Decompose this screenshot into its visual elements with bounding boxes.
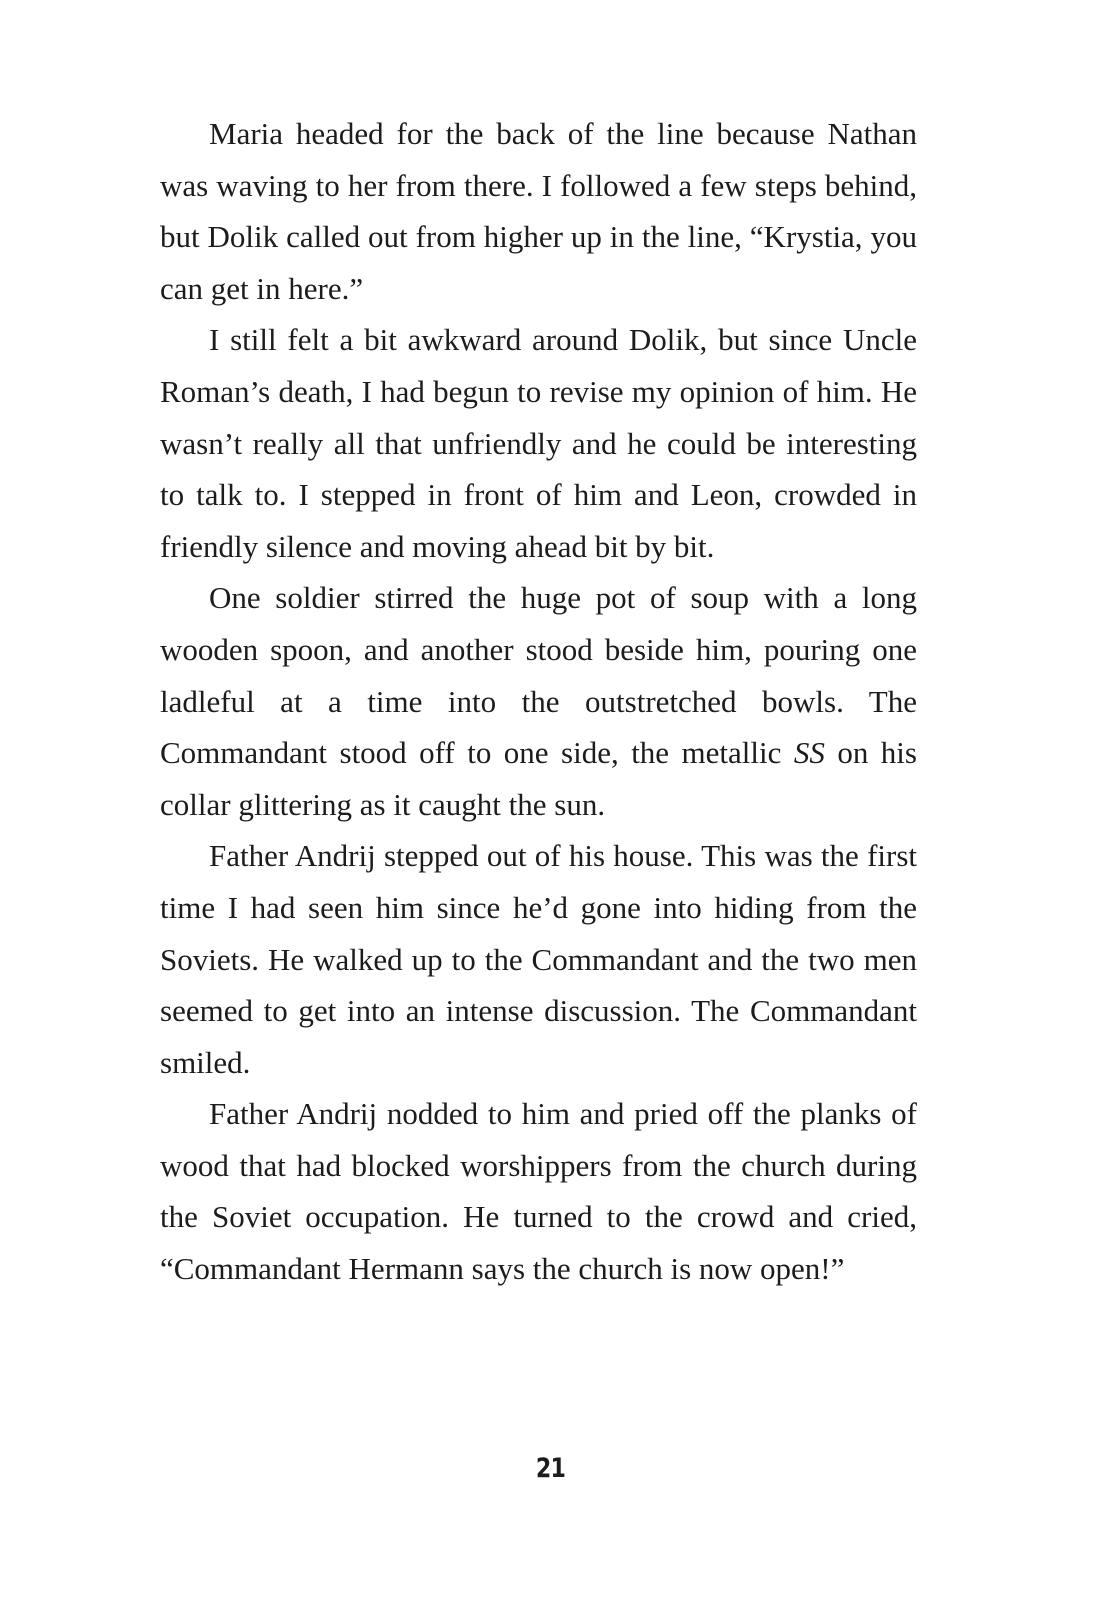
book-page-body — [160, 108, 917, 1295]
paragraph-3-text-after: on his collar glittering as it caught the sun. — [160, 735, 917, 822]
paragraph-3 — [160, 572, 917, 830]
paragraph-1: Maria headed for the back of the line because Nathan was waving to her from there. I followed a few steps behind, but Dolik called out from higher up in the line, “Krystia, you can get in here.” — [160, 116, 917, 306]
paragraph-2: I still felt a bit awkward around Dolik, but since Uncle Roman’s death, I had begun to revise my opinion of him. He wasn’t really all that unfriendly and he could be interesting to talk to. I stepped in front of him and Leon, crowded in friendly silence and moving ahead bit by bit. — [160, 322, 917, 564]
page-number: 21 — [535, 1453, 566, 1484]
paragraph-5: Father Andrij nodded to him and pried off the planks of wood that had blocked worshippers from the church during the Soviet occupation. He turned to the crowd and cried, “Commandant Hermann says the church is now open!” — [160, 1096, 917, 1287]
paragraph-3-emphasis: SS — [793, 735, 825, 771]
paragraph-4: Father Andrij stepped out of his house. This was the first time I had seen him since he’d gone into hiding from the Soviets. He walked up to the Commandant and the two men seemed to get into an intense discussion. The Commandant smiled. — [160, 838, 917, 1080]
paragraph-3-text-before: One soldier stirred the huge pot of soup with a long wooden spoon, and another stood beside him, pouring one ladleful at a time into the outstretched bowls. The Commandant stood off to one side, the metallic — [160, 580, 917, 771]
